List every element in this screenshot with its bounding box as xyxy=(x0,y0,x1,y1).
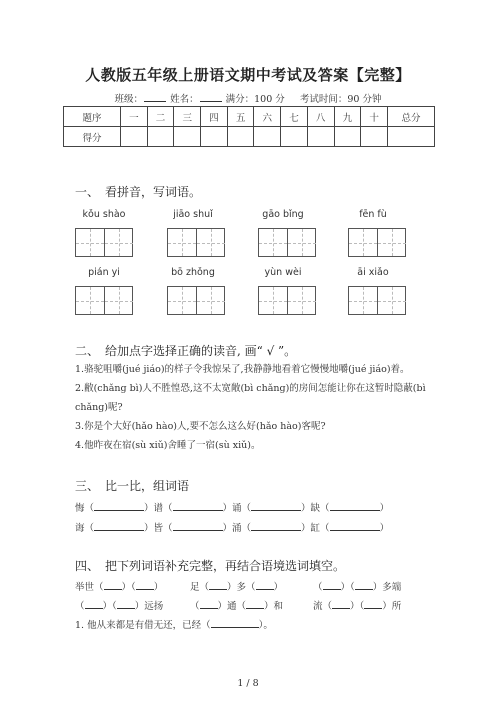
idiom-text: 举世（ xyxy=(75,582,104,593)
table-cell: 六 xyxy=(254,107,281,127)
answer-blank[interactable] xyxy=(330,501,380,511)
score-table-score-row xyxy=(64,127,435,147)
idiom-text: ）（ xyxy=(102,601,117,612)
time-label: 考试时间：90 分钟 xyxy=(299,94,382,105)
answer-blank[interactable] xyxy=(94,501,144,511)
name-label: 姓名： xyxy=(170,94,199,105)
score-input-cell[interactable] xyxy=(121,127,148,147)
pinyin-label: pián yi xyxy=(88,267,120,278)
idiom-text: ）通（ xyxy=(217,601,247,612)
char-label: 诲（ xyxy=(75,523,95,534)
fill-question-1 xyxy=(75,618,273,632)
score-input-cell[interactable] xyxy=(334,127,361,147)
idiom-text: ）所 xyxy=(382,601,402,612)
idiom-item xyxy=(190,580,283,594)
writing-grid[interactable] xyxy=(258,286,316,315)
score-label: 满分：100 分 xyxy=(225,94,285,105)
question-line: chǎng)呢? xyxy=(75,402,123,413)
score-input-cell[interactable] xyxy=(254,127,281,147)
answer-blank[interactable] xyxy=(173,501,223,511)
idiom-text: ）多（ xyxy=(227,582,256,593)
question-line: 2.敝(chǎng bì)人不胜惶恐,这不太宽敞(bì chǎng)的房间怎能让你在这暂时隐蔽(bì xyxy=(75,383,426,394)
idiom-item xyxy=(75,599,163,613)
pinyin-label: bō zhǒng xyxy=(171,267,215,278)
score-table xyxy=(63,106,435,147)
section-4-heading: 四、 把下列词语补充完整，再结合语境选词填空。 xyxy=(75,559,346,573)
table-cell: 十 xyxy=(361,107,388,127)
idiom-item xyxy=(313,599,401,613)
idiom-text: ）远扬 xyxy=(134,601,164,612)
answer-blank[interactable] xyxy=(251,521,301,531)
writing-grid[interactable] xyxy=(75,286,133,315)
writing-grid[interactable] xyxy=(258,228,316,257)
writing-grid[interactable] xyxy=(348,228,406,257)
idiom-text: ）和 xyxy=(264,601,284,612)
pinyin-label: jiāo shuǐ xyxy=(173,209,213,220)
page-number: 1 / 8 xyxy=(237,678,259,689)
char-label: 悔（ xyxy=(75,503,95,514)
idiom-item xyxy=(313,580,401,594)
table-cell: 一 xyxy=(121,107,148,127)
score-input-cell[interactable] xyxy=(388,127,435,147)
table-cell: 题序 xyxy=(64,107,121,127)
idiom-text: 足（ xyxy=(190,582,210,593)
idiom-text: ）（ xyxy=(340,582,355,593)
char-label: ） xyxy=(379,523,390,534)
question-line: 4.他昨夜在宿(sù xiǔ)舍睡了一宿(sù xiǔ)。 xyxy=(75,440,261,451)
table-cell: 九 xyxy=(334,107,361,127)
answer-blank[interactable] xyxy=(173,521,223,531)
compare-row-1 xyxy=(75,501,389,515)
class-blank xyxy=(144,92,166,102)
char-label: ）谱（ xyxy=(144,503,173,514)
pinyin-label: fēn fù xyxy=(359,209,387,220)
table-cell: 四 xyxy=(201,107,228,127)
name-blank xyxy=(200,92,222,102)
idiom-text: （ xyxy=(190,601,200,612)
answer-blank[interactable] xyxy=(246,599,264,609)
answer-blank[interactable] xyxy=(330,521,380,531)
table-cell: 总分 xyxy=(388,107,435,127)
table-cell: 二 xyxy=(147,107,174,127)
exam-info xyxy=(0,91,496,105)
answer-blank[interactable] xyxy=(200,599,218,609)
question-text: 1. 他从来都是有借无还，已经（ xyxy=(75,620,211,631)
section-3-heading: 三、 比一比，组词语 xyxy=(75,479,190,493)
section-1-heading: 一、 看拼音，写词语。 xyxy=(75,185,202,199)
answer-blank[interactable] xyxy=(211,618,259,628)
score-input-cell[interactable] xyxy=(361,127,388,147)
question-text: ）。 xyxy=(258,620,273,631)
table-cell: 七 xyxy=(281,107,308,127)
answer-blank[interactable] xyxy=(332,599,350,609)
answer-blank[interactable] xyxy=(85,599,103,609)
idiom-text: （ xyxy=(313,582,323,593)
table-cell: 五 xyxy=(227,107,254,127)
idiom-text: ） xyxy=(273,582,284,593)
idiom-text: ）（ xyxy=(350,601,365,612)
answer-blank[interactable] xyxy=(256,580,274,590)
compare-row-2 xyxy=(75,521,389,535)
score-input-cell[interactable] xyxy=(281,127,308,147)
idiom-text: 流（ xyxy=(313,601,333,612)
char-label: ）诵（ xyxy=(222,503,252,514)
answer-blank[interactable] xyxy=(117,599,135,609)
idiom-text: ）多端 xyxy=(372,582,402,593)
answer-blank[interactable] xyxy=(251,501,301,511)
score-input-cell[interactable] xyxy=(201,127,228,147)
char-label: ） xyxy=(379,503,390,514)
char-label: ）涌（ xyxy=(222,523,252,534)
char-label: ）缸（ xyxy=(301,523,330,534)
idiom-text: ）（ xyxy=(121,582,136,593)
pinyin-label: yùn wèi xyxy=(264,267,302,278)
answer-blank[interactable] xyxy=(209,580,227,590)
pinyin-label: āi xiǎo xyxy=(357,267,389,278)
idiom-item xyxy=(190,599,283,613)
table-cell: 八 xyxy=(307,107,334,127)
pinyin-label: gāo bǐng xyxy=(262,209,304,220)
score-input-cell[interactable] xyxy=(147,127,174,147)
question-line: 3.你是个大好(hǎo hào)人,要不怎么这么好(hǎo hào)客呢? xyxy=(75,421,326,432)
answer-blank[interactable] xyxy=(323,580,341,590)
idiom-text: （ xyxy=(75,601,85,612)
section-2-heading: 二、 给加点字选择正确的读音, 画“ √ ”。 xyxy=(75,344,297,358)
answer-blank[interactable] xyxy=(136,580,154,590)
class-label: 班级： xyxy=(114,94,144,105)
answer-blank[interactable] xyxy=(94,521,144,531)
score-input-cell[interactable] xyxy=(307,127,334,147)
writing-grid[interactable] xyxy=(167,286,225,315)
answer-blank[interactable] xyxy=(364,599,382,609)
table-cell: 得分 xyxy=(64,127,121,147)
idiom-item xyxy=(75,580,163,594)
pinyin-label: kǒu shào xyxy=(82,209,126,220)
table-cell: 三 xyxy=(174,107,201,127)
idiom-text: ） xyxy=(153,582,164,593)
score-input-cell[interactable] xyxy=(174,127,201,147)
char-label: ）缺（ xyxy=(301,503,330,514)
char-label: ）皆（ xyxy=(144,523,173,534)
answer-blank[interactable] xyxy=(104,580,122,590)
document-title: 人教版五年级上册语文期中考试及答案【完整】 xyxy=(85,66,411,84)
writing-grid[interactable] xyxy=(167,228,225,257)
score-input-cell[interactable] xyxy=(227,127,254,147)
answer-blank[interactable] xyxy=(355,580,373,590)
question-line: 1.骆驼咀嚼(jué jiáo)的样子令我惊呆了,我静静地看着它慢慢地嚼(jué jiáo)着。 xyxy=(75,364,410,375)
writing-grid[interactable] xyxy=(75,228,133,257)
writing-grid[interactable] xyxy=(348,286,406,315)
score-table-header-row xyxy=(64,107,435,127)
